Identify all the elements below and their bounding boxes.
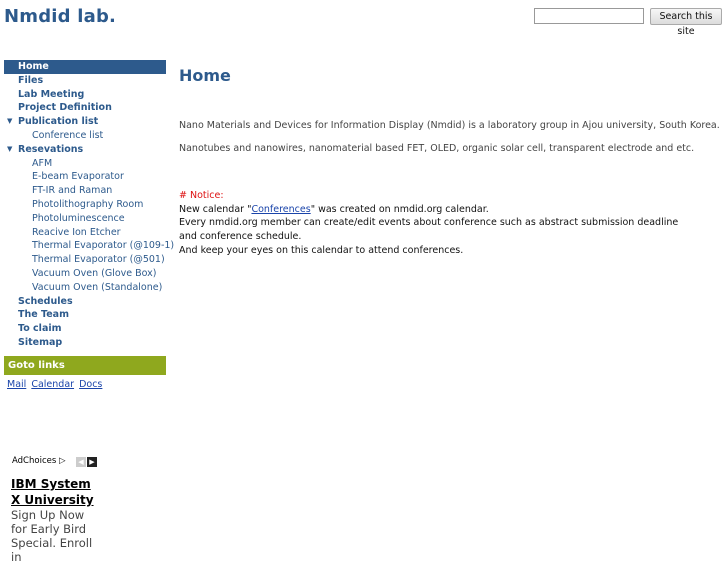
goto-link-mail[interactable]: Mail bbox=[7, 379, 27, 390]
notice-line-1-prefix: New calendar " bbox=[179, 203, 252, 215]
goto-link-docs[interactable]: Docs bbox=[79, 379, 103, 390]
sidebar-item-photolithography-room[interactable]: Photolithography Room bbox=[32, 198, 144, 210]
sidebar-item-conference-list[interactable]: Conference list bbox=[32, 129, 104, 141]
sidebar-item-thermal-evaporator-501[interactable]: Thermal Evaporator (@501) bbox=[32, 254, 165, 266]
notice-block bbox=[179, 189, 699, 258]
goto-links-header: Goto links bbox=[4, 356, 166, 375]
notice-line-1 bbox=[179, 203, 699, 217]
sidebar-item-vacuum-oven-glove-box[interactable]: Vacuum Oven (Glove Box) bbox=[32, 267, 157, 279]
sidebar-item-resevations[interactable] bbox=[4, 143, 166, 157]
notice-line-2: Every nmdid.org member can create/edit events about conference such as abstract submission deadline and conference schedule. bbox=[179, 217, 679, 243]
expand-triangle-icon[interactable]: ▼ bbox=[7, 144, 13, 153]
site-title[interactable]: Nmdid lab. bbox=[4, 6, 117, 27]
sidebar-item-thermal-evaporator-109[interactable]: Thermal Evaporator (@109-1) bbox=[32, 240, 175, 252]
sidebar-nav bbox=[4, 60, 175, 350]
sidebar-item-label: Publication list bbox=[18, 116, 99, 128]
sidebar-item-to-claim[interactable]: To claim bbox=[18, 323, 62, 335]
goto-link-calendar[interactable]: Calendar bbox=[31, 379, 75, 390]
notice-line-3: And keep your eyes on this calendar to attend conferences. bbox=[179, 244, 464, 256]
ad-title-link[interactable]: IBM System X University bbox=[11, 477, 94, 507]
goto-links bbox=[7, 379, 104, 390]
adchoices-icon: ▷ bbox=[58, 456, 66, 466]
sidebar-item-schedules[interactable]: Schedules bbox=[18, 295, 73, 307]
adchoices-text: AdChoices bbox=[12, 456, 57, 466]
sidebar-item-sitemap[interactable]: Sitemap bbox=[18, 336, 63, 348]
conferences-link[interactable]: Conferences bbox=[251, 203, 311, 215]
ad-body-text: Sign Up Now for Early Bird Special. Enroll in bbox=[11, 508, 93, 564]
adchoices-label[interactable] bbox=[12, 456, 66, 466]
sidebar-item-afm[interactable]: AFM bbox=[32, 157, 53, 169]
intro-paragraph: Nano Materials and Devices for Information Display (Nmdid) is a laboratory group in Ajou university, South Korea. bbox=[179, 120, 720, 131]
topics-paragraph: Nanotubes and nanowires, nanomaterial based FET, OLED, organic solar cell, transparent electrode and etc. bbox=[179, 143, 695, 154]
search-input[interactable] bbox=[534, 8, 644, 24]
sidebar-item-vacuum-oven-standalone[interactable]: Vacuum Oven (Standalone) bbox=[32, 281, 163, 293]
ad-prev-icon[interactable]: ◀ bbox=[76, 457, 86, 467]
sidebar-item-the-team[interactable]: The Team bbox=[18, 309, 69, 321]
sidebar-item-reactive-ion-etcher[interactable]: Reacive Ion Etcher bbox=[32, 226, 121, 238]
sidebar-item-label: Resevations bbox=[18, 143, 84, 155]
sidebar-item-project-definition[interactable]: Project Definition bbox=[18, 102, 112, 114]
sidebar-item-files[interactable]: Files bbox=[18, 74, 44, 86]
ad-nav bbox=[76, 457, 97, 468]
notice-label: # Notice: bbox=[179, 190, 224, 201]
sidebar-item-home[interactable]: Home bbox=[4, 60, 166, 74]
page-title: Home bbox=[179, 66, 231, 85]
ad-next-icon[interactable]: ▶ bbox=[87, 457, 97, 467]
sidebar-item-lab-meeting[interactable]: Lab Meeting bbox=[18, 88, 85, 100]
sidebar-item-publication-list[interactable] bbox=[4, 115, 166, 129]
expand-triangle-icon[interactable]: ▼ bbox=[7, 117, 13, 126]
sidebar-item-ft-ir-raman[interactable]: FT-IR and Raman bbox=[32, 185, 113, 197]
sidebar-item-e-beam-evaporator[interactable]: E-beam Evaporator bbox=[32, 171, 124, 183]
notice-line-1-suffix: " was created on nmdid.org calendar. bbox=[310, 203, 489, 215]
search-button[interactable]: Search this site bbox=[650, 8, 722, 25]
sidebar-item-photoluminescence[interactable]: Photoluminescence bbox=[32, 212, 125, 224]
